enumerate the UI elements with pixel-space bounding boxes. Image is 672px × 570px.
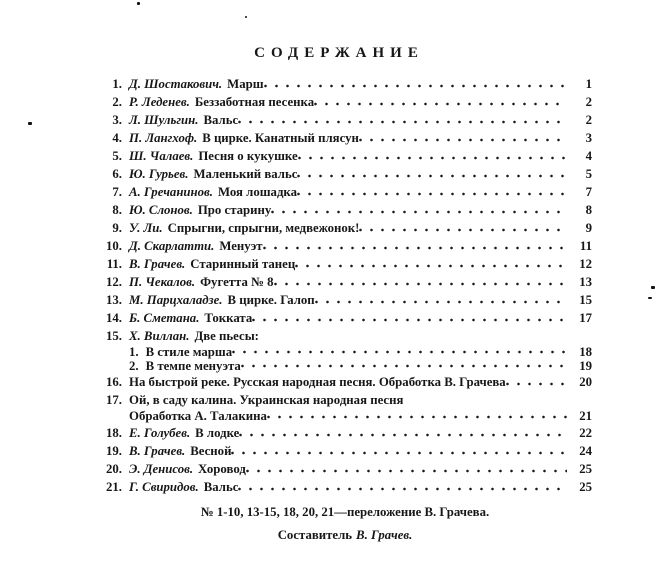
item-author: Б. Сметана. [129, 311, 200, 325]
page-number: 20 [579, 375, 592, 389]
dot-leader [271, 201, 567, 219]
item-entry [129, 309, 252, 327]
item-entry [129, 391, 403, 409]
item-author: А. Гречанинов. [129, 185, 213, 199]
item-entry [129, 111, 238, 129]
item-entry [129, 409, 267, 424]
toc-row [98, 165, 592, 183]
toc-row [98, 93, 592, 111]
toc-row [98, 460, 592, 478]
page-number: 11 [579, 239, 592, 253]
page-number: 24 [579, 444, 592, 458]
toc-row [98, 237, 592, 255]
subitem-title: В стиле марша [145, 345, 233, 359]
dot-leader [259, 327, 567, 345]
item-title: Фугетта № 8 [200, 275, 274, 289]
item-author: В. Грачев. [129, 444, 186, 458]
dot-leader [241, 359, 567, 373]
subitem-number: 1. [129, 345, 139, 359]
page-number: 25 [579, 462, 592, 476]
item-author: Ю. Гурьев. [129, 167, 189, 181]
item-entry [129, 327, 259, 345]
compiler-line [98, 528, 592, 543]
dot-leader [506, 373, 567, 391]
page-number: 4 [585, 149, 592, 163]
toc-row [98, 345, 592, 359]
item-title: Маленький вальс [193, 167, 298, 181]
toc-content [98, 75, 592, 543]
item-author: Р. Леденев. [129, 95, 190, 109]
item-entry [129, 255, 295, 273]
item-number: 1. [112, 77, 122, 91]
item-entry [129, 442, 231, 460]
item-entry [129, 183, 297, 201]
page-number: 13 [579, 275, 592, 289]
toc-row [98, 147, 592, 165]
item-number: 3. [112, 113, 122, 127]
page-number: 2 [585, 113, 592, 127]
item-entry [129, 237, 263, 255]
scan-speck [651, 286, 655, 289]
dot-leader [252, 309, 567, 327]
dot-leader [264, 75, 567, 93]
item-number: 9. [112, 221, 122, 235]
toc-row [98, 219, 592, 237]
item-title: В цирке. Галоп [227, 293, 315, 307]
item-number: 6. [112, 167, 122, 181]
toc-row [98, 111, 592, 129]
dot-leader [231, 442, 567, 460]
item-title: Моя лошадка [217, 185, 298, 199]
item-number: 8. [112, 203, 122, 217]
item-title: Вальс [203, 113, 239, 127]
item-entry [129, 345, 232, 359]
item-author: Д. Скарлатти. [129, 239, 215, 253]
item-number: 16. [106, 375, 122, 389]
scan-speck [648, 297, 652, 299]
item-number: 19. [106, 444, 122, 458]
page-number: 5 [585, 167, 592, 181]
page-number: 15 [579, 293, 592, 307]
item-title: Весной [190, 444, 232, 458]
page-title: СОДЕРЖАНИЕ [254, 45, 424, 61]
page-number: 9 [585, 221, 592, 235]
item-number: 21. [106, 480, 122, 494]
item-title: Про старину [197, 203, 272, 217]
scan-speck [137, 2, 140, 5]
dot-leader [295, 255, 567, 273]
item-entry [129, 129, 359, 147]
toc-row [98, 327, 592, 345]
page-number: 18 [579, 345, 592, 359]
dot-leader [239, 424, 567, 442]
toc-row [98, 373, 592, 391]
item-title: Вальс [203, 480, 239, 494]
item-number: 12. [106, 275, 122, 289]
item-number: 15. [106, 329, 122, 343]
page-number: 12 [579, 257, 592, 271]
item-author: Е. Голубев. [129, 426, 191, 440]
scan-speck [245, 16, 247, 18]
item-title: Ой, в саду калина. Украинская народная песня [129, 393, 404, 407]
page-number: 2 [585, 95, 592, 109]
subitem-number: 2. [129, 359, 139, 373]
toc-row [98, 359, 592, 373]
item-author: Д. Шостакович. [129, 77, 223, 91]
item-number: 10. [106, 239, 122, 253]
item-author: У. Ли. [129, 221, 163, 235]
item-title: Хоровод [198, 462, 246, 476]
item-author: Ю. Слонов. [129, 203, 193, 217]
item-author: Э. Денисов. [129, 462, 194, 476]
item-author: Л. Шульгин. [129, 113, 199, 127]
dot-leader [359, 129, 567, 147]
compiler-name: В. Грачев. [356, 528, 413, 542]
item-entry [129, 291, 315, 309]
item-entry [129, 219, 359, 237]
item-title: Две пьесы: [194, 329, 259, 343]
subitem-title: В темпе менуэта [145, 359, 241, 373]
toc-row [98, 201, 592, 219]
item-title: В лодке [195, 426, 240, 440]
item-entry [129, 201, 271, 219]
item-title: Марш [227, 77, 264, 91]
toc-row [98, 409, 592, 424]
dot-leader [359, 219, 567, 237]
item-title: Менуэт [219, 239, 263, 253]
dot-leader [246, 460, 567, 478]
item-number: 2. [112, 95, 122, 109]
dot-leader [232, 345, 567, 359]
item-entry [129, 478, 238, 496]
dot-leader [298, 147, 567, 165]
dot-leader [297, 183, 567, 201]
item-author: М. Парцхаладзе. [129, 293, 223, 307]
toc-row [98, 273, 592, 291]
toc-row [98, 424, 592, 442]
compiler-label: Составитель [277, 528, 353, 542]
toc-row [98, 442, 592, 460]
item-number: 11. [106, 257, 122, 271]
page-number: 1 [585, 77, 592, 91]
item-author: П. Чекалов. [129, 275, 196, 289]
item-number: 13. [106, 293, 122, 307]
item-title: В цирке. Канатный плясун [202, 131, 359, 145]
item-number: 17. [106, 393, 122, 407]
item-number: 20. [106, 462, 122, 476]
dot-leader [314, 93, 567, 111]
item-author: Г. Свиридов. [129, 480, 199, 494]
item-entry [129, 93, 314, 111]
page-number: 25 [579, 480, 592, 494]
item-author: Ш. Чалаев. [129, 149, 194, 163]
toc-row [98, 291, 592, 309]
item-title: Токката [204, 311, 253, 325]
item-entry [129, 147, 298, 165]
dot-leader [315, 291, 567, 309]
item-number: 4. [112, 131, 122, 145]
page-number: 8 [585, 203, 592, 217]
item-entry [129, 359, 241, 373]
dot-leader [238, 111, 567, 129]
item-entry [129, 75, 264, 93]
page-number: 19 [579, 359, 592, 373]
toc-row [98, 391, 592, 409]
item-entry [129, 165, 297, 183]
scan-speck [28, 122, 32, 125]
item-continuation: Обработка А. Талакина [129, 409, 267, 423]
toc-row [98, 75, 592, 93]
toc-row [98, 255, 592, 273]
item-entry [129, 460, 246, 478]
item-author: В. Грачев. [129, 257, 186, 271]
toc-row [98, 129, 592, 147]
item-number: 7. [112, 185, 122, 199]
dot-leader [238, 478, 567, 496]
item-number: 5. [112, 149, 122, 163]
dot-leader [267, 409, 567, 424]
page-number: 7 [585, 185, 592, 199]
dot-leader [263, 237, 567, 255]
dot-leader [403, 391, 567, 409]
toc-row [98, 183, 592, 201]
toc-row [98, 309, 592, 327]
page-number: 21 [579, 409, 592, 423]
item-title: Песня о кукушке [198, 149, 298, 163]
page-number: 22 [579, 426, 592, 440]
item-entry [129, 273, 274, 291]
dot-leader [274, 273, 567, 291]
arrangement-note: № 1-10, 13-15, 18, 20, 21—переложение В. Грачева. [200, 505, 490, 519]
item-author: П. Лангхоф. [129, 131, 198, 145]
item-title: Спрыгни, спрыгни, медвежонок! [167, 221, 360, 235]
item-author: Х. Виллан. [129, 329, 190, 343]
toc-row [98, 478, 592, 496]
item-entry [129, 373, 506, 391]
dot-leader [297, 165, 567, 183]
page-number: 3 [585, 131, 592, 145]
page-number: 17 [579, 311, 592, 325]
item-title: Старинный танец [190, 257, 296, 271]
item-entry [129, 424, 239, 442]
item-number: 14. [106, 311, 122, 325]
toc-list [98, 75, 592, 496]
item-number: 18. [106, 426, 122, 440]
item-title: На быстрой реке. Русская народная песня. Обработка В. Грачева [129, 375, 506, 389]
item-title: Беззаботная песенка [194, 95, 315, 109]
